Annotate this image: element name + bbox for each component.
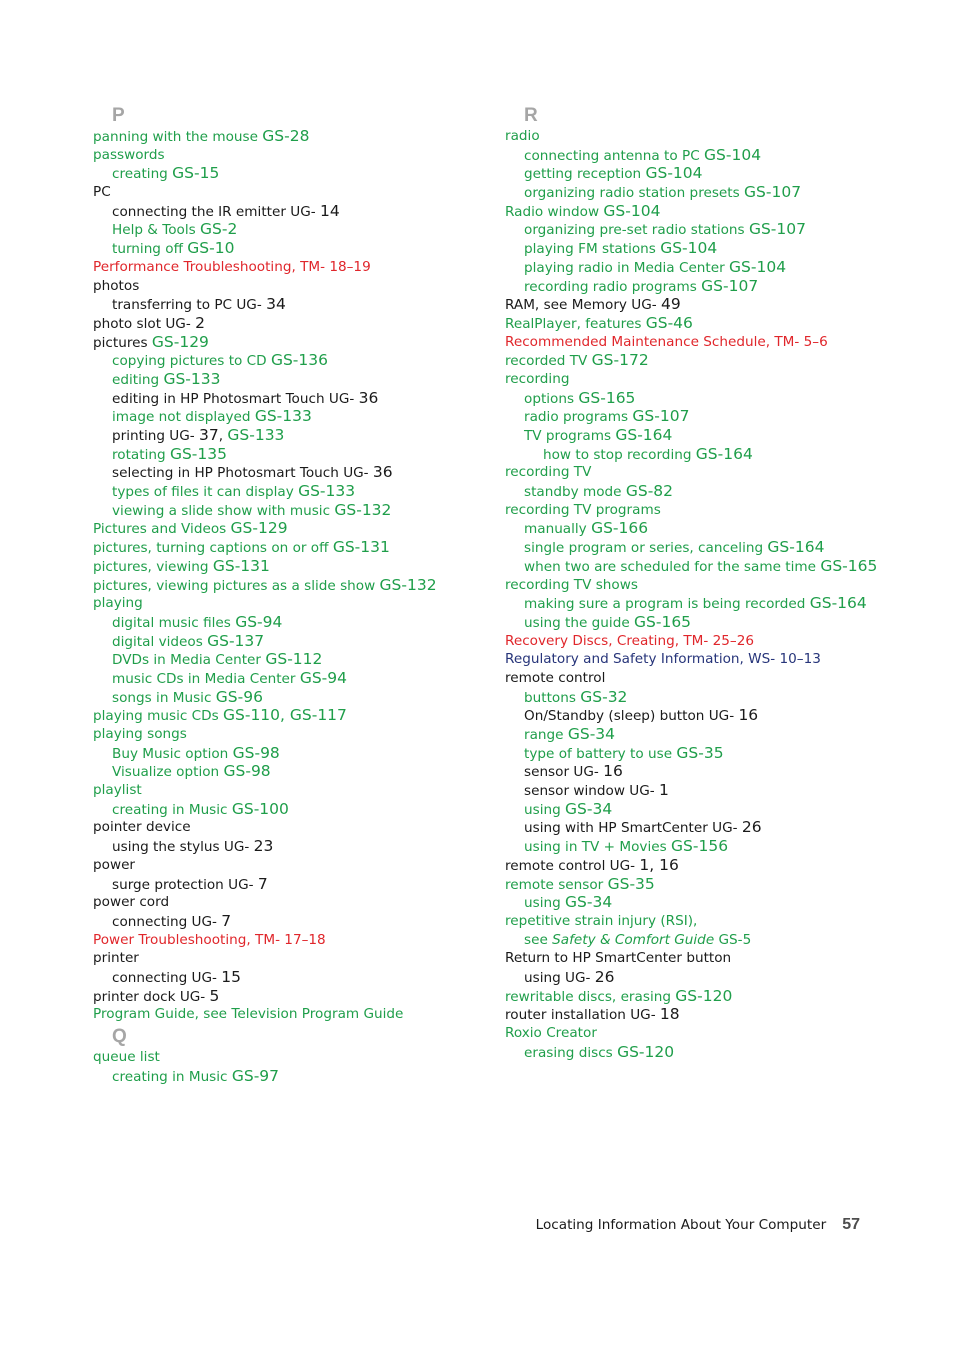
index-entry — [93, 633, 493, 652]
entry-text: remote sensor — [505, 876, 608, 893]
index-entry — [505, 184, 945, 203]
entry-text: viewing a slide show with music — [112, 502, 335, 519]
page-reference: GS-132 — [334, 500, 392, 519]
index-entry — [505, 913, 945, 932]
index-entry — [93, 278, 493, 297]
entry-text: Pictures and Videos — [93, 521, 231, 538]
entry-text: connecting UG- — [112, 913, 222, 930]
index-entry — [505, 296, 945, 315]
page-reference: GS-98 — [223, 762, 271, 781]
page-reference: GS-133 — [298, 482, 356, 501]
index-entry — [93, 988, 493, 1007]
index-entry — [505, 315, 945, 334]
page-reference: GS-133 — [227, 426, 285, 444]
entry-text: Regulatory and Safety Information, WS- 10–13 — [505, 651, 821, 668]
index-entry — [93, 334, 493, 353]
entry-text: music CDs in Media Center — [112, 670, 300, 687]
entry-text: queue list — [93, 1049, 160, 1065]
index-entry — [505, 763, 945, 782]
index-entry — [505, 577, 945, 596]
entry-text: using UG- — [524, 969, 595, 986]
page-reference: 1, 16 — [639, 855, 679, 874]
index-entry — [93, 782, 493, 801]
page-reference: 16 — [603, 762, 623, 781]
entry-text: how to stop recording — [543, 446, 696, 463]
entry-text: rewritable discs, erasing — [505, 988, 676, 1005]
entry-text: songs in Music — [112, 689, 216, 706]
section-letter: P — [112, 105, 125, 126]
index-entry — [505, 801, 945, 820]
index-entry — [93, 427, 493, 446]
index-entry — [505, 707, 945, 726]
page-reference: GS-135 — [169, 444, 227, 463]
index-entry — [505, 539, 945, 558]
index-entry — [93, 1068, 493, 1087]
entry-text: recorded TV — [505, 353, 592, 370]
entry-text: pictures, viewing — [93, 558, 213, 575]
page-reference: GS-164 — [767, 538, 825, 557]
entry-text: recording radio programs — [524, 278, 702, 295]
entry-text: recording — [505, 370, 570, 387]
page-reference: 7 — [221, 911, 232, 930]
entry-text: using with HP SmartCenter UG- — [524, 820, 742, 837]
entry-text: editing — [112, 371, 164, 388]
entry-text: single program or series, canceling — [524, 540, 768, 557]
index-entry — [93, 296, 493, 315]
entry-text: image not displayed — [112, 409, 255, 426]
entry-text: making sure a program is being recorded — [524, 596, 810, 613]
page-reference: 34 — [266, 295, 286, 314]
entry-text: digital music files — [112, 614, 236, 631]
entry-text: playing — [93, 595, 143, 612]
page-reference: GS-156 — [671, 837, 729, 856]
entry-text: Radio window — [505, 203, 604, 220]
index-entry — [505, 558, 945, 577]
entry-text: surge protection UG- — [112, 876, 258, 893]
entry-text: recording TV programs — [505, 501, 661, 518]
page-reference: 1 — [658, 781, 669, 800]
page-reference: 36 — [358, 388, 379, 407]
entry-text: playing songs — [93, 726, 187, 742]
entry-text: printer — [93, 950, 139, 967]
page-reference: GS-34 — [565, 799, 613, 818]
index-entry — [505, 502, 945, 521]
entry-text: pictures, turning captions on or off — [93, 540, 333, 557]
index-entry — [93, 558, 493, 577]
entry-text: organizing radio station presets — [524, 185, 745, 202]
page-footer — [536, 1216, 860, 1234]
index-entry — [93, 932, 493, 951]
page-reference: GS-28 — [262, 127, 310, 145]
index-entry — [505, 128, 945, 147]
page-reference: GS-165 — [820, 556, 878, 575]
index-entry — [93, 464, 493, 483]
entry-text: Roxio Creator — [505, 1025, 597, 1041]
entry-text: PC — [93, 184, 111, 201]
entry-text: standby mode — [524, 484, 626, 501]
index-entry — [505, 969, 945, 988]
page-reference: 16 — [738, 706, 759, 725]
page-reference: 26 — [741, 818, 762, 837]
entry-text: range — [524, 727, 568, 743]
entry-text: organizing pre-set radio stations — [524, 222, 749, 239]
section-letter: Q — [112, 1026, 127, 1047]
entry-text: On/Standby (sleep) button UG- — [524, 708, 739, 725]
entry-text: playing music CDs — [93, 708, 223, 725]
index-entry — [505, 464, 945, 483]
page-reference: GS-132 — [379, 575, 437, 594]
page-reference: GS-165 — [578, 388, 636, 407]
index-entry — [505, 614, 945, 633]
entry-text: passwords — [93, 146, 165, 163]
entry-text: pictures — [93, 334, 152, 351]
page-reference: 15 — [221, 967, 241, 986]
entry-text: Return to HP SmartCenter button — [505, 950, 732, 967]
entry-text: using — [524, 801, 566, 818]
index-entry — [93, 390, 493, 409]
index-entry — [505, 259, 945, 278]
entry-text: photos — [93, 277, 140, 294]
entry-text: digital videos — [112, 633, 208, 650]
entry-text: copying pictures to CD — [112, 353, 271, 370]
index-entry — [505, 726, 945, 745]
entry-text: rotating — [112, 446, 170, 463]
index-entry — [93, 446, 493, 465]
index-entry — [93, 520, 493, 539]
page-reference: GS-104 — [645, 164, 703, 183]
page-reference: GS-164 — [695, 444, 753, 463]
page-reference: GS-129 — [151, 332, 209, 351]
index-entry — [93, 165, 493, 184]
entry-text: power — [93, 856, 136, 873]
index-entry — [505, 670, 945, 689]
page-reference: GS-15 — [172, 164, 220, 183]
index-entry — [93, 203, 493, 222]
entry-text: sensor UG- — [524, 764, 604, 781]
index-entry — [505, 334, 945, 353]
page-reference: 5 — [209, 986, 220, 1005]
index-entry — [93, 502, 493, 521]
entry-text: connecting UG- — [112, 969, 222, 986]
entry-text: erasing discs — [524, 1044, 618, 1061]
entry-text: Recommended Maintenance Schedule, TM- 5–6 — [505, 333, 828, 350]
entry-text: printer dock UG- — [93, 988, 210, 1005]
entry-text: turning off — [112, 241, 188, 258]
entry-text: RAM, see Memory UG- — [505, 297, 662, 314]
entry-text: DVDs in Media Center — [112, 652, 266, 669]
page-reference: GS-2 — [200, 220, 238, 239]
index-entry — [93, 483, 493, 502]
index-entry — [505, 857, 945, 876]
entry-text: connecting antenna to PC — [524, 147, 705, 164]
footer-title: Locating Information About Your Computer — [535, 1217, 827, 1233]
page-reference: GS-131 — [212, 556, 270, 575]
page-reference: 49 — [661, 295, 681, 314]
page-reference: GS-100 — [231, 799, 289, 818]
entry-text: recording TV — [505, 464, 592, 481]
entry-text: remote control UG- — [505, 857, 640, 874]
index-entry — [93, 352, 493, 371]
page-reference: 14 — [319, 201, 340, 220]
index-entry — [505, 371, 945, 390]
index-entry — [505, 278, 945, 297]
page-reference: 23 — [253, 837, 274, 856]
page-reference: GS-10 — [187, 239, 235, 258]
index-entry — [93, 670, 493, 689]
entry-text: playlist — [93, 782, 142, 799]
entry-text: creating — [112, 166, 173, 183]
index-entry — [93, 838, 493, 857]
entry-text: transferring to PC UG- — [112, 297, 267, 314]
entry-text: Help & Tools — [112, 222, 201, 239]
index-entry — [505, 1044, 945, 1063]
index-entry — [93, 221, 493, 240]
entry-text: using the stylus UG- — [112, 839, 254, 856]
index-entry — [93, 651, 493, 670]
page-reference: 2 — [195, 313, 205, 332]
index-entry — [505, 390, 945, 409]
page-reference: GS-120 — [675, 986, 733, 1005]
page-reference: GS-137 — [207, 631, 265, 650]
index-entry — [505, 1025, 945, 1044]
entry-text: selecting in HP Photosmart Touch UG- — [112, 465, 373, 482]
page-reference: GS-172 — [591, 351, 649, 370]
entry-text: TV programs — [524, 428, 616, 444]
index-entry — [505, 950, 945, 969]
entry-italic: Safety & Comfort Guide — [552, 931, 715, 948]
page-reference: GS-112 — [265, 650, 323, 669]
page-reference: 18 — [659, 1005, 680, 1024]
index-entry — [93, 371, 493, 390]
page-reference: 37 — [199, 426, 219, 444]
index-entry — [93, 259, 493, 278]
entry-text: using the guide — [524, 614, 635, 631]
page-reference: GS-107 — [632, 407, 690, 426]
page-number: 57 — [842, 1216, 860, 1233]
page-reference: GS-35 — [607, 874, 655, 893]
entry-text: manually — [524, 521, 592, 538]
index-entry — [505, 876, 945, 895]
index-entry — [505, 203, 945, 222]
entry-text: creating in Music — [112, 801, 232, 818]
entry-text: sensor window UG- — [524, 783, 659, 800]
index-entry — [505, 988, 945, 1007]
entry-text: router installation UG- — [505, 1007, 660, 1024]
entry-text: type of battery to use — [524, 745, 677, 762]
entry-text: using in TV + Movies — [524, 839, 672, 856]
entry-text: RealPlayer, features — [505, 315, 646, 332]
index-entry — [93, 315, 493, 334]
page-reference: GS-133 — [254, 407, 312, 426]
index-entry — [505, 352, 945, 371]
page-reference: GS-166 — [591, 519, 649, 538]
index-entry — [505, 651, 945, 670]
entry-text: photo slot UG- — [93, 315, 196, 332]
page-reference: GS-107 — [748, 220, 806, 239]
page-reference: GS-82 — [625, 482, 674, 501]
index-entry — [505, 446, 945, 465]
entry-text: when two are scheduled for the same time — [524, 558, 821, 575]
index-entry — [505, 633, 945, 652]
entry-text: Program Guide, see Television Program Guide — [93, 1006, 404, 1023]
entry-text: Performance Troubleshooting, TM- 18–19 — [93, 258, 371, 275]
index-column-right — [505, 104, 945, 1062]
entry-text: using — [524, 895, 566, 912]
entry-text: Power Troubleshooting, TM- 17–18 — [93, 931, 326, 948]
entry-text: see — [524, 931, 553, 948]
page-reference: GS-35 — [676, 743, 724, 762]
index-entry — [93, 801, 493, 820]
page-reference: GS-164 — [809, 594, 867, 613]
index-entry — [505, 689, 945, 708]
index-entry — [93, 950, 493, 969]
entry-text: panning with the mouse — [93, 129, 263, 145]
entry-text: repetitive strain injury (RSI), — [505, 912, 698, 929]
entry-text: types of files it can display — [112, 484, 299, 501]
index-entry — [93, 240, 493, 259]
index-entry — [505, 427, 945, 446]
page-reference: GS-104 — [660, 239, 718, 258]
index-entry — [93, 1049, 493, 1068]
page-reference: GS-120 — [617, 1042, 675, 1061]
index-entry — [505, 782, 945, 801]
index-entry — [505, 932, 945, 951]
entry-text: Recovery Discs, Creating, TM- 25–26 — [505, 632, 754, 649]
index-entry — [505, 595, 945, 614]
index-entry — [505, 408, 945, 427]
index-entry — [93, 614, 493, 633]
index-entry — [93, 857, 493, 876]
index-entry — [93, 147, 493, 166]
index-entry — [93, 745, 493, 764]
index-entry — [505, 819, 945, 838]
entry-text: Buy Music option — [112, 745, 233, 762]
entry-text: recording TV shows — [505, 576, 638, 593]
page-reference: GS-164 — [615, 426, 673, 444]
entry-text: playing FM stations — [524, 241, 661, 258]
page-reference: GS-165 — [634, 612, 692, 631]
index-entry — [93, 969, 493, 988]
index-entry — [93, 894, 493, 913]
entry-text: buttons — [524, 689, 581, 706]
index-entry — [93, 763, 493, 782]
entry-text: power cord — [93, 894, 170, 911]
index-entry — [93, 595, 493, 614]
entry-text: editing in HP Photosmart Touch UG- — [112, 390, 359, 407]
page-reference: GS-34 — [567, 725, 616, 743]
entry-text: radio programs — [524, 409, 633, 426]
section-letter: R — [524, 105, 538, 126]
index-entry — [505, 483, 945, 502]
entry-text: pointer device — [93, 819, 191, 836]
index-entry — [93, 408, 493, 427]
page-reference: GS-129 — [230, 519, 288, 538]
index-entry — [93, 913, 493, 932]
entry-text: creating in Music — [112, 1068, 232, 1085]
entry-text: printing UG- — [112, 428, 199, 444]
index-entry — [93, 577, 493, 596]
page-reference: GS-133 — [163, 369, 221, 388]
page-reference: 26 — [594, 967, 615, 986]
page-reference: GS-110, GS-117 — [223, 706, 347, 725]
reference-separator: , — [218, 428, 228, 444]
index-entry — [93, 819, 493, 838]
index-entry — [93, 539, 493, 558]
index-entry — [505, 221, 945, 240]
page-reference: GS-136 — [270, 351, 328, 370]
entry-text: pictures, viewing pictures as a slide show — [93, 577, 380, 594]
entry-text: options — [524, 390, 579, 407]
page-reference: GS-104 — [729, 257, 787, 276]
page-reference: GS-107 — [701, 276, 759, 295]
index-entry — [505, 240, 945, 259]
entry-text: Visualize option — [112, 764, 224, 781]
index-entry — [93, 876, 493, 895]
page-reference: GS-94 — [299, 668, 347, 687]
page-reference: GS-34 — [565, 893, 613, 912]
page-reference: GS-32 — [580, 687, 628, 706]
entry-tail: GS-5 — [714, 931, 752, 948]
index-entry — [93, 726, 493, 745]
index-entry — [93, 707, 493, 726]
page-reference: GS-107 — [744, 183, 802, 202]
index-entry — [93, 184, 493, 203]
page-reference: GS-98 — [232, 743, 280, 762]
page-reference: GS-97 — [231, 1066, 280, 1085]
page-reference: GS-46 — [645, 313, 693, 332]
entry-text: remote control — [505, 669, 606, 686]
index-entry — [505, 520, 945, 539]
index-column-left — [93, 104, 493, 1086]
index-entry — [93, 128, 493, 147]
index-entry — [505, 165, 945, 184]
index-entry — [505, 1006, 945, 1025]
entry-text: getting reception — [524, 166, 646, 183]
page-reference: GS-96 — [215, 687, 263, 706]
entry-text: radio — [505, 128, 540, 144]
index-entry — [93, 689, 493, 708]
entry-text: connecting the IR emitter UG- — [112, 203, 320, 220]
page-reference: 7 — [257, 874, 268, 893]
page-reference: 36 — [372, 463, 393, 482]
page-reference: GS-94 — [235, 612, 283, 631]
index-entry — [505, 745, 945, 764]
entry-text: playing radio in Media Center — [524, 259, 730, 276]
page-reference: GS-131 — [332, 538, 390, 557]
index-entry — [505, 147, 945, 166]
index-entry — [505, 894, 945, 913]
page-reference: GS-104 — [603, 201, 661, 220]
index-entry — [505, 838, 945, 857]
page-reference: GS-104 — [704, 145, 762, 164]
index-entry — [93, 1006, 493, 1025]
